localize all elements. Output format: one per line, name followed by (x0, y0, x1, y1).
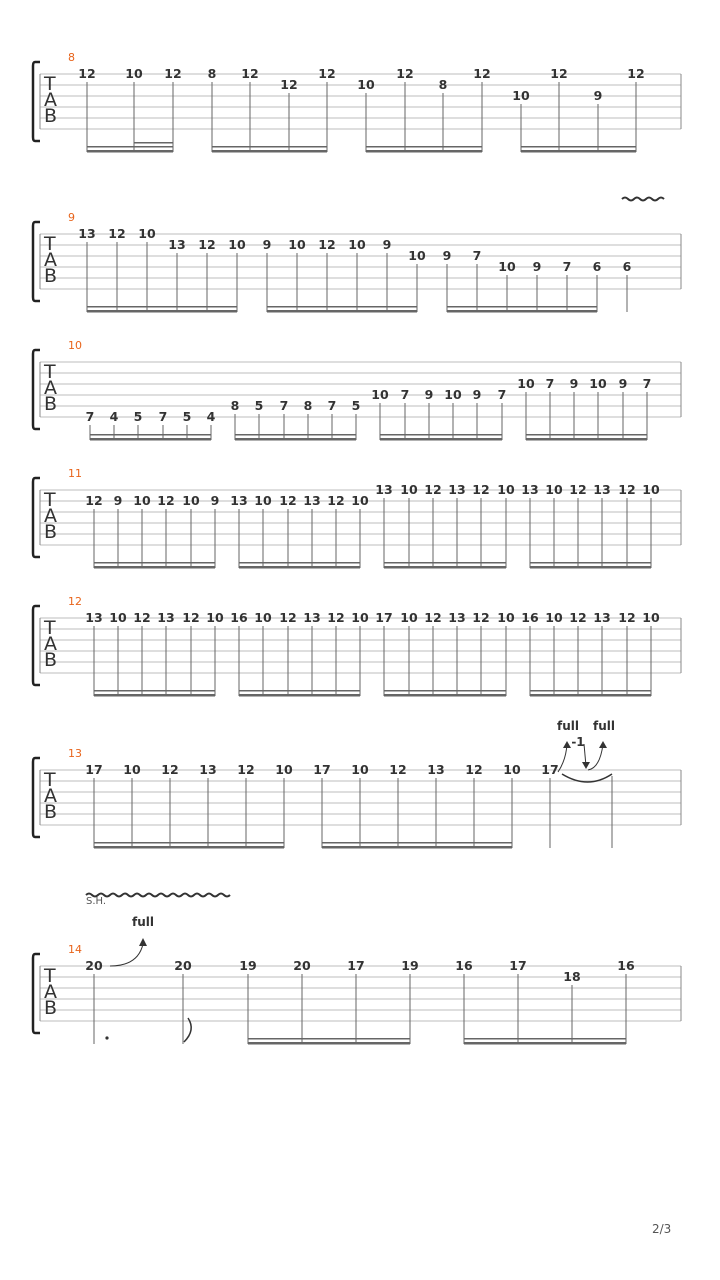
fret-number: 12 (85, 493, 103, 508)
release-arrowhead (582, 762, 590, 769)
rebend-arrowhead (599, 741, 607, 748)
measure-number: 8 (68, 51, 75, 64)
fret-number: 17 (347, 958, 365, 973)
fret-number: 13 (303, 610, 321, 625)
measure-number: 13 (68, 747, 82, 760)
fret-number: 5 (133, 409, 143, 424)
fret-number: 9 (569, 376, 579, 391)
fret-number: 9 (210, 493, 220, 508)
beam-secondary (464, 1038, 626, 1040)
system-9 (33, 198, 681, 313)
fret-number: 10 (512, 88, 530, 103)
fret-number: 8 (207, 66, 217, 81)
beam-primary (366, 150, 482, 153)
fret-number: 19 (401, 958, 419, 973)
system-12 (33, 595, 681, 697)
fret-number: 12 (198, 237, 216, 252)
system-bracket (33, 954, 40, 1033)
fret-number: 12 (164, 66, 182, 81)
fret-number: 12 (241, 66, 259, 81)
fret-number: 12 (473, 66, 491, 81)
measure-number: 11 (68, 467, 82, 480)
beam-primary (94, 694, 215, 697)
bend-label: full (593, 719, 615, 733)
fret-number: 10 (275, 762, 293, 777)
system-10 (33, 339, 681, 441)
beam-primary (248, 1042, 410, 1045)
fret-number: 10 (182, 493, 200, 508)
fret-number: 12 (108, 226, 126, 241)
fret-number: 6 (622, 259, 632, 274)
tab-clef-letter: A (44, 633, 57, 655)
fret-number: 5 (182, 409, 192, 424)
fret-number: 12 (550, 66, 568, 81)
system-11 (33, 467, 681, 569)
beam-primary (239, 694, 360, 697)
fret-number: 17 (509, 958, 527, 973)
fret-number: 12 (133, 610, 151, 625)
fret-number: 20 (85, 958, 103, 973)
tab-clef-letter: B (44, 649, 58, 671)
fret-number: 13 (303, 493, 321, 508)
tab-clef-letter: B (44, 801, 58, 823)
vibrato-mark (622, 198, 664, 201)
fret-number: 13 (85, 610, 103, 625)
fret-number: 9 (532, 259, 542, 274)
fret-number: 13 (168, 237, 186, 252)
fret-number: 10 (357, 77, 375, 92)
measure-number: 10 (68, 339, 82, 352)
fret-number: 10 (497, 610, 515, 625)
fret-number: 7 (400, 387, 410, 402)
tab-clef-letter: A (44, 785, 57, 807)
beam-secondary (212, 146, 327, 148)
beam-primary (322, 846, 512, 849)
beam-secondary (526, 434, 647, 436)
vibrato-mark (86, 894, 230, 897)
beam-secondary (90, 434, 211, 436)
fret-number: 10 (497, 482, 515, 497)
fret-number: 20 (293, 958, 311, 973)
fret-number: 10 (125, 66, 143, 81)
tab-clef-letter: B (44, 521, 58, 543)
fret-number: 16 (455, 958, 473, 973)
beam-secondary (530, 562, 651, 564)
fret-number: 12 (424, 610, 442, 625)
fret-number: 7 (327, 398, 337, 413)
beam-secondary (366, 146, 482, 148)
tab-clef-letter: A (44, 505, 57, 527)
bend-curve (558, 744, 567, 772)
beam-secondary (384, 562, 506, 564)
beam-primary (87, 310, 237, 313)
fret-number: 9 (618, 376, 628, 391)
beam-primary (447, 310, 597, 313)
beam-primary (464, 1042, 626, 1045)
beam-secondary (521, 146, 636, 148)
beam-secondary (94, 562, 215, 564)
beam-primary (90, 438, 211, 441)
tab-clef-letter: B (44, 393, 58, 415)
fret-number: 10 (400, 610, 418, 625)
fret-number: 12 (161, 762, 179, 777)
bend-label: full (132, 915, 154, 929)
fret-number: 10 (254, 493, 272, 508)
fret-number: 10 (589, 376, 607, 391)
fret-number: 12 (389, 762, 407, 777)
fret-number: 12 (280, 77, 298, 92)
beam-secondary (94, 842, 284, 844)
system-bracket (33, 478, 40, 557)
beam-primary (94, 846, 284, 849)
fret-number: 12 (472, 482, 490, 497)
fret-number: 13 (593, 610, 611, 625)
beam-tertiary (134, 142, 173, 144)
fret-number: 10 (400, 482, 418, 497)
beam-primary (267, 310, 417, 313)
beam-secondary (87, 146, 173, 148)
beam-secondary (87, 306, 237, 308)
fret-number: 8 (230, 398, 240, 413)
fret-number: 10 (503, 762, 521, 777)
beam-primary (239, 566, 360, 569)
fret-number: 12 (627, 66, 645, 81)
beam-secondary (239, 690, 360, 692)
fret-number: 10 (444, 387, 462, 402)
beam-secondary (384, 690, 506, 692)
fret-number: 7 (158, 409, 168, 424)
technique-label: S.H. (86, 896, 107, 907)
fret-number: 10 (498, 259, 516, 274)
system-bracket (33, 62, 40, 141)
fret-number: 10 (351, 493, 369, 508)
fret-number: 12 (569, 482, 587, 497)
fret-number: 13 (448, 610, 466, 625)
system-13 (33, 719, 681, 849)
fret-number: 5 (351, 398, 361, 413)
fret-number: 12 (78, 66, 96, 81)
tab-clef-letter: A (44, 89, 57, 111)
fret-number: 17 (85, 762, 103, 777)
fret-number: 10 (123, 762, 141, 777)
tab-clef-letter: T (44, 233, 56, 255)
measure-number: 12 (68, 595, 82, 608)
beam-primary (530, 694, 651, 697)
beam-primary (94, 566, 215, 569)
fret-number: 10 (351, 610, 369, 625)
bend-arrowhead (139, 938, 147, 946)
fret-number: 12 (279, 610, 297, 625)
fret-number: 12 (318, 66, 336, 81)
fret-number: 4 (109, 409, 119, 424)
fret-number: 10 (228, 237, 246, 252)
fret-number: 18 (563, 969, 581, 984)
fret-number: 9 (113, 493, 123, 508)
tab-clef-letter: T (44, 73, 56, 95)
beam-secondary (322, 842, 512, 844)
fret-number: 12 (618, 610, 636, 625)
tab-clef-letter: B (44, 265, 58, 287)
fret-number: 17 (541, 762, 559, 777)
beam-primary (530, 566, 651, 569)
fret-number: 9 (382, 237, 392, 252)
system-8 (33, 51, 681, 153)
tab-clef-letter: T (44, 617, 56, 639)
fret-number: 10 (545, 482, 563, 497)
system-bracket (33, 222, 40, 301)
fret-number: 7 (497, 387, 507, 402)
fret-number: 10 (109, 610, 127, 625)
beam-secondary (447, 306, 597, 308)
tab-clef-letter: A (44, 981, 57, 1003)
tab-clef-letter: T (44, 965, 56, 987)
tab-clef-letter: T (44, 769, 56, 791)
fret-number: 10 (517, 376, 535, 391)
measure-number: 14 (68, 943, 82, 956)
fret-number: 12 (318, 237, 336, 252)
fret-number: 12 (327, 610, 345, 625)
tab-clef-letter: B (44, 105, 58, 127)
tab-clef-letter: B (44, 997, 58, 1019)
fret-number: 10 (351, 762, 369, 777)
fret-number: 10 (545, 610, 563, 625)
tab-clef-letter: T (44, 361, 56, 383)
fret-number: 4 (206, 409, 216, 424)
beam-secondary (239, 562, 360, 564)
fret-number: 10 (138, 226, 156, 241)
fret-number: 12 (424, 482, 442, 497)
tab-clef-letter: T (44, 489, 56, 511)
fret-number: 9 (442, 248, 452, 263)
system-bracket (33, 758, 40, 837)
fret-number: 16 (521, 610, 539, 625)
systems-layer (33, 51, 681, 1045)
fret-number: 10 (642, 610, 660, 625)
beam-primary (87, 150, 173, 153)
system-14 (33, 894, 681, 1045)
fret-number: 9 (424, 387, 434, 402)
fret-number: 12 (465, 762, 483, 777)
fret-number: 7 (642, 376, 652, 391)
fret-number: 12 (157, 493, 175, 508)
fret-number: 7 (279, 398, 289, 413)
flag-mark (184, 1018, 191, 1042)
fret-number: 10 (408, 248, 426, 263)
fret-number: 10 (371, 387, 389, 402)
fret-number: 13 (157, 610, 175, 625)
beam-primary (384, 694, 506, 697)
bend-release-label: -1 (571, 735, 585, 749)
fret-number: 9 (472, 387, 482, 402)
fret-number: 12 (396, 66, 414, 81)
fret-number: 16 (230, 610, 248, 625)
fret-number: 7 (562, 259, 572, 274)
fret-number: 12 (618, 482, 636, 497)
fret-number: 10 (206, 610, 224, 625)
fret-number: 17 (313, 762, 331, 777)
fret-number: 13 (448, 482, 466, 497)
dot-mark (105, 1036, 108, 1039)
fret-number: 13 (427, 762, 445, 777)
fret-number: 10 (254, 610, 272, 625)
fret-number: 10 (642, 482, 660, 497)
fret-number: 13 (199, 762, 217, 777)
fret-number: 10 (133, 493, 151, 508)
fret-number: 19 (239, 958, 257, 973)
fret-number: 8 (438, 77, 448, 92)
beam-secondary (248, 1038, 410, 1040)
bend-label: full (557, 719, 579, 733)
fret-number: 12 (472, 610, 490, 625)
beam-primary (235, 438, 356, 441)
beam-secondary (380, 434, 502, 436)
fret-number: 13 (521, 482, 539, 497)
tab-clef-letter: A (44, 249, 57, 271)
beam-secondary (530, 690, 651, 692)
fret-number: 13 (375, 482, 393, 497)
fret-number: 10 (348, 237, 366, 252)
fret-number: 10 (288, 237, 306, 252)
beam-primary (526, 438, 647, 441)
fret-number: 12 (182, 610, 200, 625)
system-bracket (33, 350, 40, 429)
fret-number: 7 (472, 248, 482, 263)
fret-number: 12 (279, 493, 297, 508)
tab-clef-letter: A (44, 377, 57, 399)
fret-number: 12 (569, 610, 587, 625)
bend-curve (110, 944, 143, 966)
beam-secondary (235, 434, 356, 436)
fret-number: 9 (262, 237, 272, 252)
bend-arrowhead (563, 741, 571, 748)
beam-secondary (94, 690, 215, 692)
beam-primary (384, 566, 506, 569)
system-bracket (33, 606, 40, 685)
fret-number: 12 (237, 762, 255, 777)
beam-secondary (267, 306, 417, 308)
fret-number: 20 (174, 958, 192, 973)
beam-primary (521, 150, 636, 153)
fret-number: 9 (593, 88, 603, 103)
fret-number: 6 (592, 259, 602, 274)
fret-number: 8 (303, 398, 313, 413)
fret-number: 13 (78, 226, 96, 241)
measure-number: 9 (68, 211, 75, 224)
fret-number: 12 (327, 493, 345, 508)
beam-primary (212, 150, 327, 153)
fret-number: 13 (230, 493, 248, 508)
fret-number: 17 (375, 610, 393, 625)
fret-number: 7 (545, 376, 555, 391)
fret-number: 7 (85, 409, 95, 424)
fret-number: 5 (254, 398, 264, 413)
fret-number: 13 (593, 482, 611, 497)
fret-number: 16 (617, 958, 635, 973)
beam-primary (380, 438, 502, 441)
page-number: 2/3 (652, 1222, 672, 1236)
